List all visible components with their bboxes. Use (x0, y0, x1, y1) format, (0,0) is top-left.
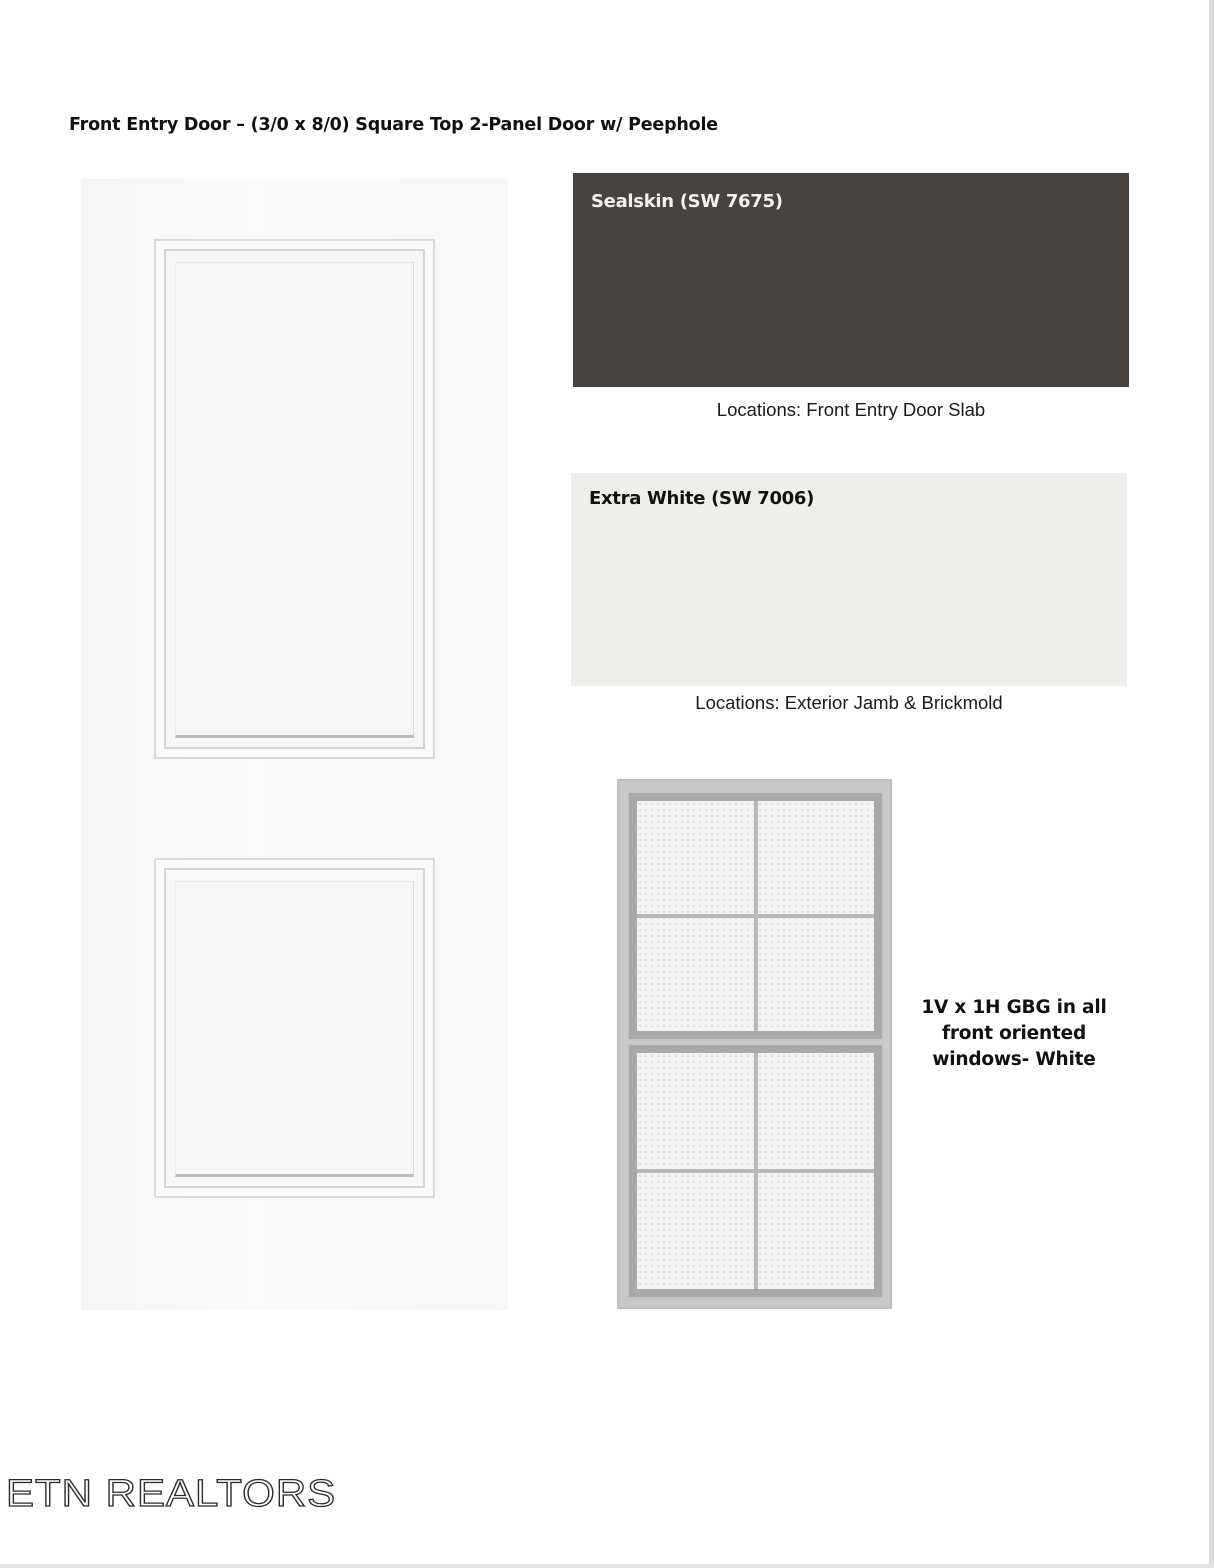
window-lower-sash (627, 1043, 884, 1299)
window-note: 1V x 1H GBG in all front oriented windows- White (921, 997, 1107, 1070)
window-upper-glass (637, 801, 874, 1031)
sealskin-swatch-name: Sealskin (SW 7675) (591, 191, 783, 212)
extra-white-swatch-name: Extra White (SW 7006) (589, 488, 815, 509)
sealskin-swatch (573, 173, 1129, 387)
door-lower-panel (154, 858, 435, 1198)
extra-white-location: Locations: Exterior Jamb & Brickmold (695, 692, 1003, 713)
page-title: Front Entry Door – (3/0 x 8/0) Square Top 2-Panel Door w/ Peephole (69, 115, 718, 135)
window-grille-horizontal (637, 914, 874, 918)
page-bottom-edge (0, 1564, 1214, 1568)
extra-white-swatch (571, 473, 1127, 686)
page-edge (1209, 0, 1214, 1568)
window-lower-glass (637, 1053, 874, 1289)
window-image (617, 779, 892, 1309)
etn-realtors-logo: ETN REALTORS (6, 1472, 337, 1515)
sealskin-location: Locations: Front Entry Door Slab (716, 399, 986, 420)
door-image (81, 179, 508, 1310)
window-grille-horizontal (637, 1169, 874, 1173)
door-upper-panel (154, 239, 435, 759)
window-upper-sash (627, 791, 884, 1041)
